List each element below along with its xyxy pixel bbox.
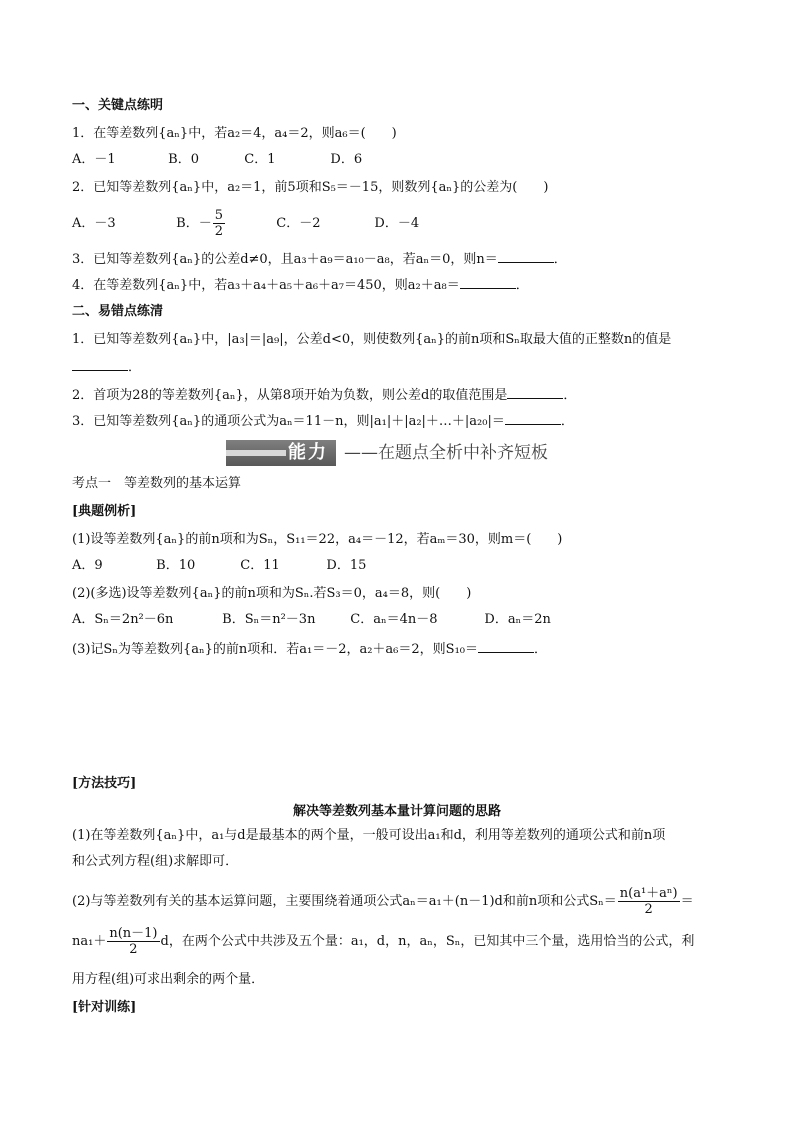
answer-blank <box>460 274 516 289</box>
question-2-1-continued: ． <box>72 356 141 378</box>
example-2-options <box>72 610 551 630</box>
question-2-2: 2．首项为28的等差数列{aₙ}，从第8项开始为负数，则公差d的取值范围是 ． <box>72 384 576 406</box>
method-2-line-2: na₁＋ $\frac{n(n-1)}{2}$ d，在两个公式中共涉及五个量：a₁，d，n，aₙ，Sₙ，已知其中三个量，选用恰当的公式，利 <box>72 926 695 957</box>
option-d: D．－4 <box>374 216 420 231</box>
banner-title: 能力 <box>288 442 328 463</box>
banner-stripe <box>226 450 286 456</box>
banner-subtitle: ——在题点全析中补齐短板 <box>344 443 548 463</box>
fraction-five-halves: $\frac{5}{2}$ <box>214 208 223 239</box>
example-2: (2)(多选)设等差数列{aₙ}的前n项和为Sₙ.若S₃＝0，a₄＝8，则( ) <box>72 586 472 601</box>
training-label: [针对训练] <box>72 1000 137 1015</box>
question-1-1: 1．在等差数列{aₙ}中，若a₂＝4，a₄＝2，则a₆＝( ) <box>72 126 397 141</box>
section-heading-error-points: 二、易错点练清 <box>72 304 164 319</box>
question-1-2: 2．已知等差数列{aₙ}中，a₂＝1，前5项和S₅＝－15，则数列{aₙ}的公差为( ) <box>72 180 549 195</box>
sum-formula-fraction: $\frac{\text{n(a¹＋aⁿ)}}{2}$ <box>619 886 678 917</box>
example-3: (3)记Sₙ为等差数列{aₙ}的前n项和．若a₁＝－2，a₂＋a₆＝2，则S₁₀＝ ． <box>72 638 547 660</box>
method-2-line-1: (2)与等差数列有关的基本运算问题，主要围绕着通项公式aₙ＝a₁＋(n－1)d和前n项和公式Sₙ＝ $\frac{\text{n(a¹＋aⁿ)}}{2}$ ＝ <box>72 886 694 917</box>
option-a: A．Sₙ＝2n²－6n <box>72 612 174 627</box>
option-c: C．1 <box>244 152 276 167</box>
option-b: B．10 <box>156 558 196 573</box>
option-b: B．0 <box>168 152 199 167</box>
answer-blank <box>505 410 561 425</box>
option-a: A．－3 <box>72 216 116 231</box>
question-1-3: 3．已知等差数列{aₙ}的公差d≠0，且a₃＋a₉＝a₁₀－a₈，若aₙ＝0，则n＝ ． <box>72 248 567 270</box>
sum-formula-fraction-2: $\frac{n(n-1)}{2}$ <box>109 926 158 957</box>
example-1-options <box>72 556 366 576</box>
question-1-4: 4．在等差数列{aₙ}中，若a₃＋a₄＋a₅＋a₆＋a₇＝450，则a₂＋a₈＝ ． <box>72 274 529 296</box>
question-1-2-options <box>72 208 419 239</box>
option-c: C．11 <box>240 558 280 573</box>
option-b: B．－ $\frac{5}{2}$ <box>176 208 223 239</box>
ability-banner <box>226 440 566 466</box>
section-heading-key-points: 一、关键点练明 <box>72 98 164 113</box>
method-label: [方法技巧] <box>72 776 137 791</box>
option-b: B．Sₙ＝n²－3n <box>222 612 316 627</box>
option-d: D．aₙ＝2n <box>484 612 551 627</box>
answer-blank <box>478 638 534 653</box>
option-a: A．－1 <box>72 152 116 167</box>
example-1: (1)设等差数列{aₙ}的前n项和为Sₙ，S₁₁＝22，a₄＝－12，若aₘ＝30，则m＝( ) <box>72 532 563 547</box>
method-2-line-3: 用方程(组)可求出剩余的两个量． <box>72 972 265 987</box>
option-d: D．6 <box>330 152 363 167</box>
method-1-line-2: 和公式列方程(组)求解即可． <box>72 854 239 869</box>
example-label: [典题例析] <box>72 504 137 519</box>
question-1-1-options <box>72 150 362 170</box>
method-title: 解决等差数列基本量计算问题的思路 <box>292 804 501 819</box>
question-2-3: 3．已知等差数列{aₙ}的通项公式为aₙ＝11－n，则|a₁|＋|a₂|＋…＋|a₂₀|＝ ． <box>72 410 574 432</box>
method-1-line-1: (1)在等差数列{aₙ}中，a₁与d是最基本的两个量，一般可设出a₁和d，利用等差数列的通项公式和前n项 <box>72 828 666 843</box>
topic-title: 考点一 等差数列的基本运算 <box>72 476 242 491</box>
answer-blank <box>72 356 128 371</box>
option-c: C．－2 <box>276 216 321 231</box>
option-c: C．aₙ＝4n－8 <box>350 612 438 627</box>
answer-blank <box>498 248 554 263</box>
option-a: A．9 <box>72 558 103 573</box>
question-2-1: 1．已知等差数列{aₙ}中，|a₃|＝|a₉|，公差d<0，则使数列{aₙ}的前n项和Sₙ取最大值的正整数n的值是 <box>72 332 672 347</box>
answer-blank <box>507 384 563 399</box>
option-d: D．15 <box>326 558 367 573</box>
